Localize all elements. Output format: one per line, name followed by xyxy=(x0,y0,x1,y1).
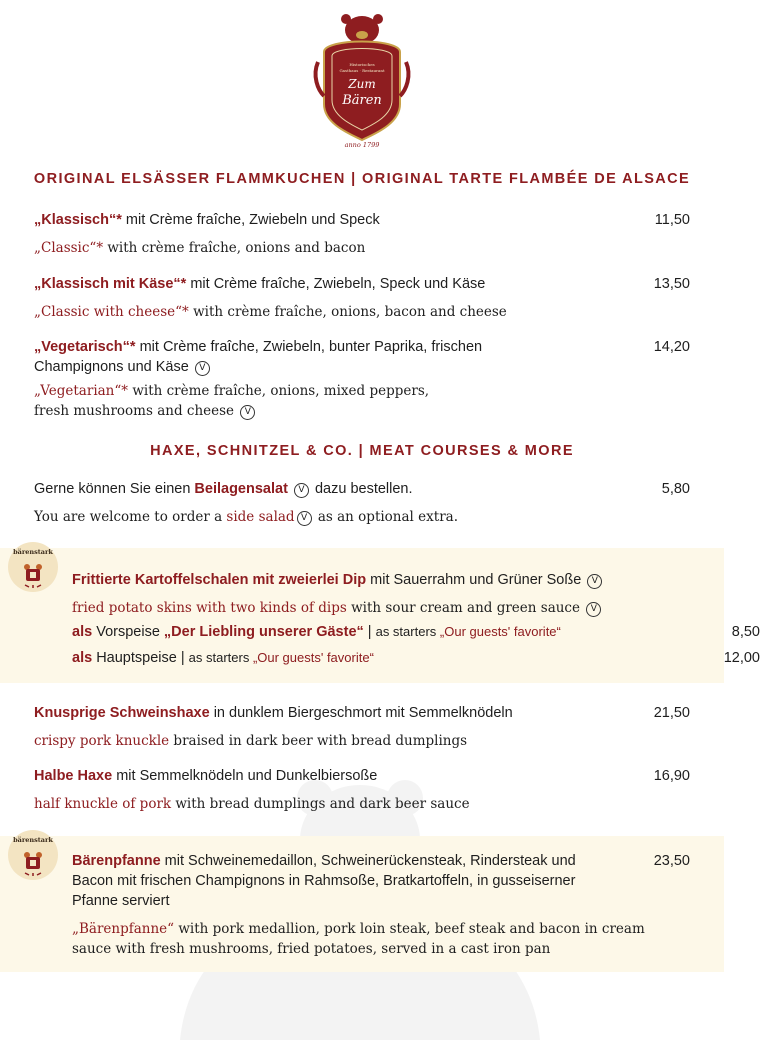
item-desc: in dunklem Biergeschmort mit Semmelknödeln xyxy=(209,705,513,721)
vegetarian-icon: V xyxy=(587,574,602,589)
item-desc: mit Schweinemedaillon, Schweinerückensteak, Rindersteak und Bacon mit frischen Champignons in Rahmsoße, Bratkartoffeln, in gusseiserner Pfanne serviert xyxy=(72,853,576,909)
item-name: Knusprige Schweinshaxe xyxy=(34,705,210,721)
starter-label: Vorspeise xyxy=(92,624,164,640)
salad-en-pre: You are welcome to order a xyxy=(34,509,227,525)
item-name: „Klassisch mit Käse“* xyxy=(34,276,187,292)
item-desc-en: with crème fraîche, onions and bacon xyxy=(103,240,366,256)
menu-item-vegetarisch xyxy=(34,337,690,421)
item-name: Bärenpfanne xyxy=(72,853,161,869)
menu-item-halbe-haxe xyxy=(34,766,690,814)
item-price: 5,80 xyxy=(661,481,690,497)
svg-text:bärenstark: bärenstark xyxy=(13,548,53,556)
favorite-en: „Our guests' favorite“ xyxy=(436,624,561,639)
logo-tagline: Historisches xyxy=(349,62,375,67)
item-price: 16,90 xyxy=(653,768,690,784)
baerenpfanne-en xyxy=(72,919,662,959)
bear-head-icon xyxy=(341,14,383,44)
item-desc: mit Crème fraîche, Zwiebeln, bunter Paprika, frischen Champignons und Käse xyxy=(34,339,483,375)
item-price: 21,50 xyxy=(653,705,690,721)
main-en: as starters xyxy=(188,650,250,665)
salad-name: Beilagensalat xyxy=(194,481,288,497)
logo-name-line2: Bären xyxy=(342,93,382,108)
item-name-en: „Vegetarian“* xyxy=(34,383,129,399)
potato-skins-title xyxy=(72,570,690,590)
item-desc-en: with sour cream and green sauce xyxy=(346,600,580,616)
item-name: Frittierte Kartoffelschalen mit zweierlei Dip xyxy=(72,572,367,588)
logo-name-line1: Zum xyxy=(348,77,376,91)
vegetarian-icon: V xyxy=(195,361,210,376)
menu-item-klassisch xyxy=(34,210,690,258)
item-desc-en: braised in dark beer with bread dumplings xyxy=(169,733,468,749)
svg-text:bärenstark: bärenstark xyxy=(13,836,53,844)
starter-price: 8,50 xyxy=(731,624,760,640)
salad-en-name: side salad xyxy=(226,509,295,525)
potato-skins-starter: als Vorspeise „Der Liebling unserer Gäste“ | as starters „Our guests' favorite“ 8,50 xyxy=(72,624,760,640)
item-name-en: half knuckle of pork xyxy=(34,796,172,812)
item-desc-en: with bread dumplings and dark beer sauce xyxy=(171,796,470,812)
logo-since: anno 1799 xyxy=(344,141,380,149)
menu-item-klassisch-kaese xyxy=(34,274,690,322)
item-name-en: „Bärenpfanne“ xyxy=(72,921,175,937)
item-desc: mit Semmelknödeln und Dunkelbiersoße xyxy=(112,768,378,784)
item-desc-en-line2: fresh mushrooms and cheese xyxy=(34,403,235,419)
vegetarian-icon: V xyxy=(297,511,312,526)
vegetarian-icon: V xyxy=(240,405,255,420)
item-price: 14,20 xyxy=(653,339,690,355)
item-desc: mit Sauerrahm und Grüner Soße xyxy=(366,572,582,588)
item-desc-en: with crème fraîche, onions, mixed peppers, xyxy=(128,383,430,399)
vegetarian-icon: V xyxy=(294,483,309,498)
vegetarian-icon: V xyxy=(586,602,601,617)
favorite-label: „Der Liebling unserer Gäste“ xyxy=(163,624,364,640)
item-desc: mit Crème fraîche, Zwiebeln, Speck und Käse xyxy=(186,276,486,292)
section-title-flammkuchen: ORIGINAL ELSÄSSER FLAMMKUCHEN | ORIGINAL TARTE FLAMBÉE DE ALSACE xyxy=(33,171,691,187)
item-price: 11,50 xyxy=(654,212,690,228)
item-name: „Klassisch“* xyxy=(34,212,122,228)
main-label: Hauptspeise xyxy=(92,650,177,666)
main-favorite-en: „Our guests' favorite“ xyxy=(249,650,374,665)
main-pre: als xyxy=(72,650,93,666)
potato-skins-main: als Hauptspeise | as starters „Our guests' favorite“ 12,00 xyxy=(72,650,760,666)
item-name: „Vegetarisch“* xyxy=(34,339,136,355)
salad-en-post: as an optional extra. xyxy=(313,509,458,525)
side-salad-note xyxy=(34,479,690,527)
item-price: 13,50 xyxy=(653,276,690,292)
item-name-en: fried potato skins with two kinds of dips xyxy=(72,600,347,616)
baerenpfanne-price: 23,50 xyxy=(653,853,690,869)
baerenstark-badge-icon xyxy=(7,541,59,593)
item-name-en: „Classic with cheese“* xyxy=(34,304,189,320)
salad-text-pre: Gerne können Sie einen xyxy=(34,481,195,497)
baerenpfanne-title xyxy=(72,851,690,911)
baerenstark-badge-icon xyxy=(7,829,59,881)
item-desc-en: with pork medallion, pork loin steak, beef steak and bacon in cream sauce with fresh mushrooms, fried potatoes, served in a cast iron pan xyxy=(72,921,645,957)
item-desc-en: with crème fraîche, onions, bacon and cheese xyxy=(188,304,507,320)
restaurant-logo xyxy=(312,12,412,150)
svg-text:Gasthaus · Restaurant: Gasthaus · Restaurant xyxy=(339,68,385,73)
menu-item-schweinshaxe xyxy=(34,703,690,751)
item-name-en: „Classic“* xyxy=(34,240,104,256)
item-desc: mit Crème fraîche, Zwiebeln und Speck xyxy=(121,212,380,228)
salad-text-post: dazu bestellen. xyxy=(310,481,413,497)
item-name: Halbe Haxe xyxy=(34,768,113,784)
potato-skins-en xyxy=(72,598,690,618)
starter-pre: als xyxy=(72,624,93,640)
main-price: 12,00 xyxy=(723,650,760,666)
item-name-en: crispy pork knuckle xyxy=(34,733,170,749)
section-title-meat: HAXE, SCHNITZEL & CO. | MEAT COURSES & MORE xyxy=(150,443,574,459)
starter-en: as starters xyxy=(375,624,437,639)
